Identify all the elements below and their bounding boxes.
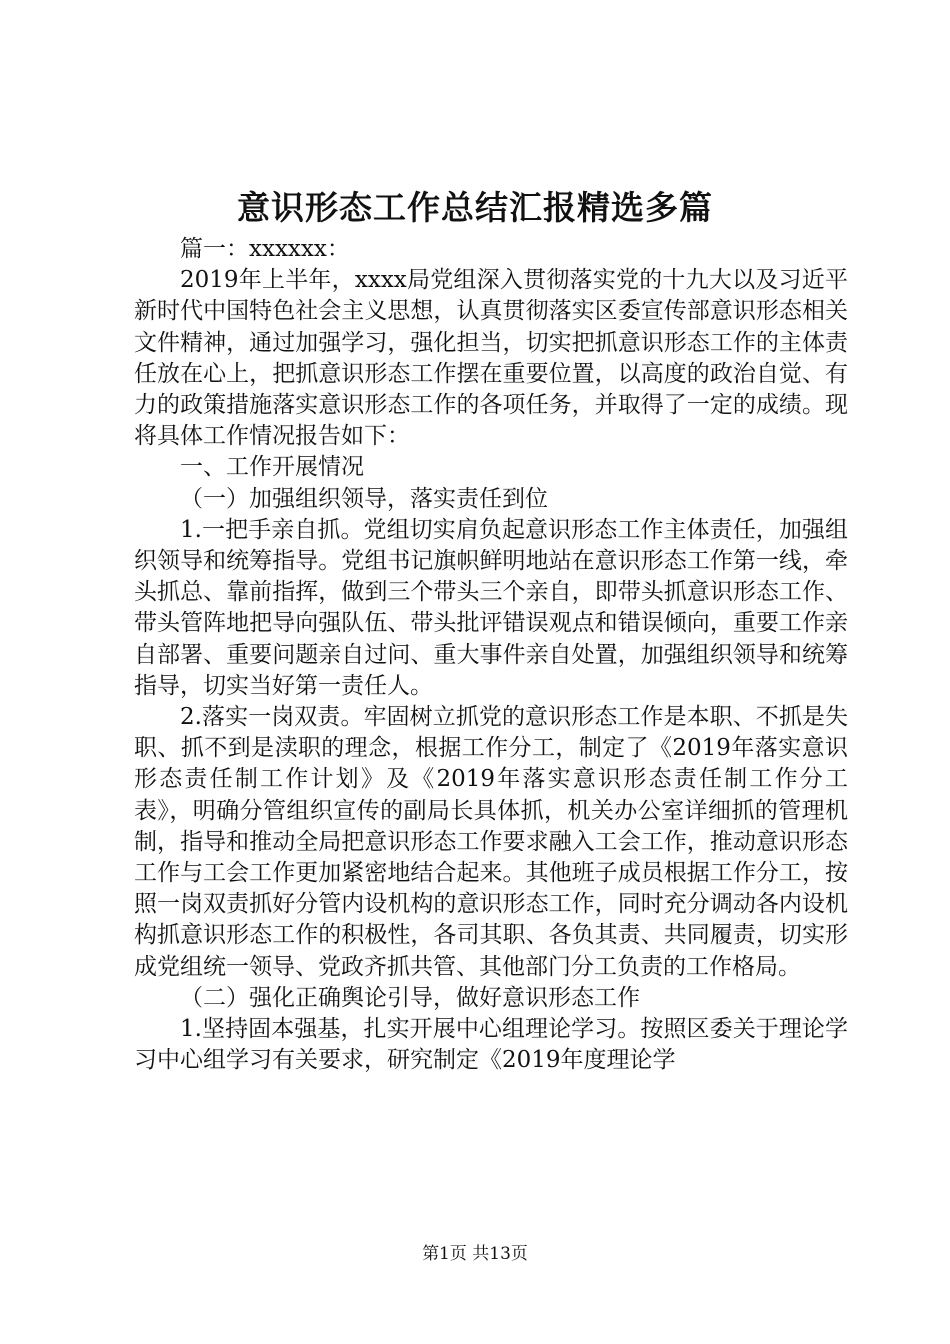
paragraph-item-1: 1.一把手亲自抓。党组切实肩负起意识形态工作主体责任，加强组织领导和统筹指导。党组书记旗帜鲜明地站在意识形态工作第一线，牵头抓总、靠前指挥，做到三个带头三个亲自，即带头抓意识形态工作、带头管阵地把导向强队伍、带头批评错误观点和错误倾向，重要工作亲自部署、重要问题亲自过问、重大事件亲自处置，加强组织领导和统筹指导，切实当好第一责任人。 <box>134 516 848 699</box>
paragraph-intro: 2019年上半年，xxxx局党组深入贯彻落实党的十九大以及习近平新时代中国特色社会主义思想，认真贯彻落实区委宣传部意识形态相关文件精神，通过加强学习，强化担当，切实把抓意识形态工作的主体责任放在心上，把抓意识形态工作摆在重要位置，以高度的政治自觉、有力的政策措施落实意识形态工作的各项任务，并取得了一定的成绩。现将具体工作情况报告如下： <box>134 267 848 450</box>
page-footer: 第1页 共13页 <box>422 1244 528 1264</box>
subheading-2: （二）强化正确舆论引导，做好意识形态工作 <box>180 984 640 1011</box>
document-title: 意识形态工作总结汇报精选多篇 <box>237 188 713 227</box>
paragraph-item-3: 1.坚持固本强基，扎实开展中心组理论学习。按照区委关于理论学习中心组学习有关要求，研究制定《2019年度理论学 <box>134 1016 848 1074</box>
subheading-1: （一）加强组织领导，落实责任到位 <box>180 485 548 512</box>
section-label: 篇一：xxxxxx： <box>180 236 350 262</box>
paragraph-item-2: 2.落实一岗双责。牢固树立抓党的意识形态工作是本职、不抓是失职、抓不到是渎职的理念，根据工作分工，制定了《2019年落实意识形态责任制工作计划》及《2019年落实意识形态责任制工作分工表》，明确分管组织宣传的副局长具体抓，机关办公室详细抓的管理机制，指导和推动全局把意识形态工作要求融入工会工作，推动意识形态工作与工会工作更加紧密地结合起来。其他班子成员根据工作分工，按照一岗双责抓好分管内设机构的意识形态工作，同时充分调动各内设机构抓意识形态工作的积极性，各司其职、各负其责、共同履责，切实形成党组统一领导、党政齐抓共管、其他部门分工负责的工作格局。 <box>134 704 848 980</box>
heading-section-1: 一、工作开展情况 <box>180 454 364 481</box>
document-body <box>134 234 848 1076</box>
